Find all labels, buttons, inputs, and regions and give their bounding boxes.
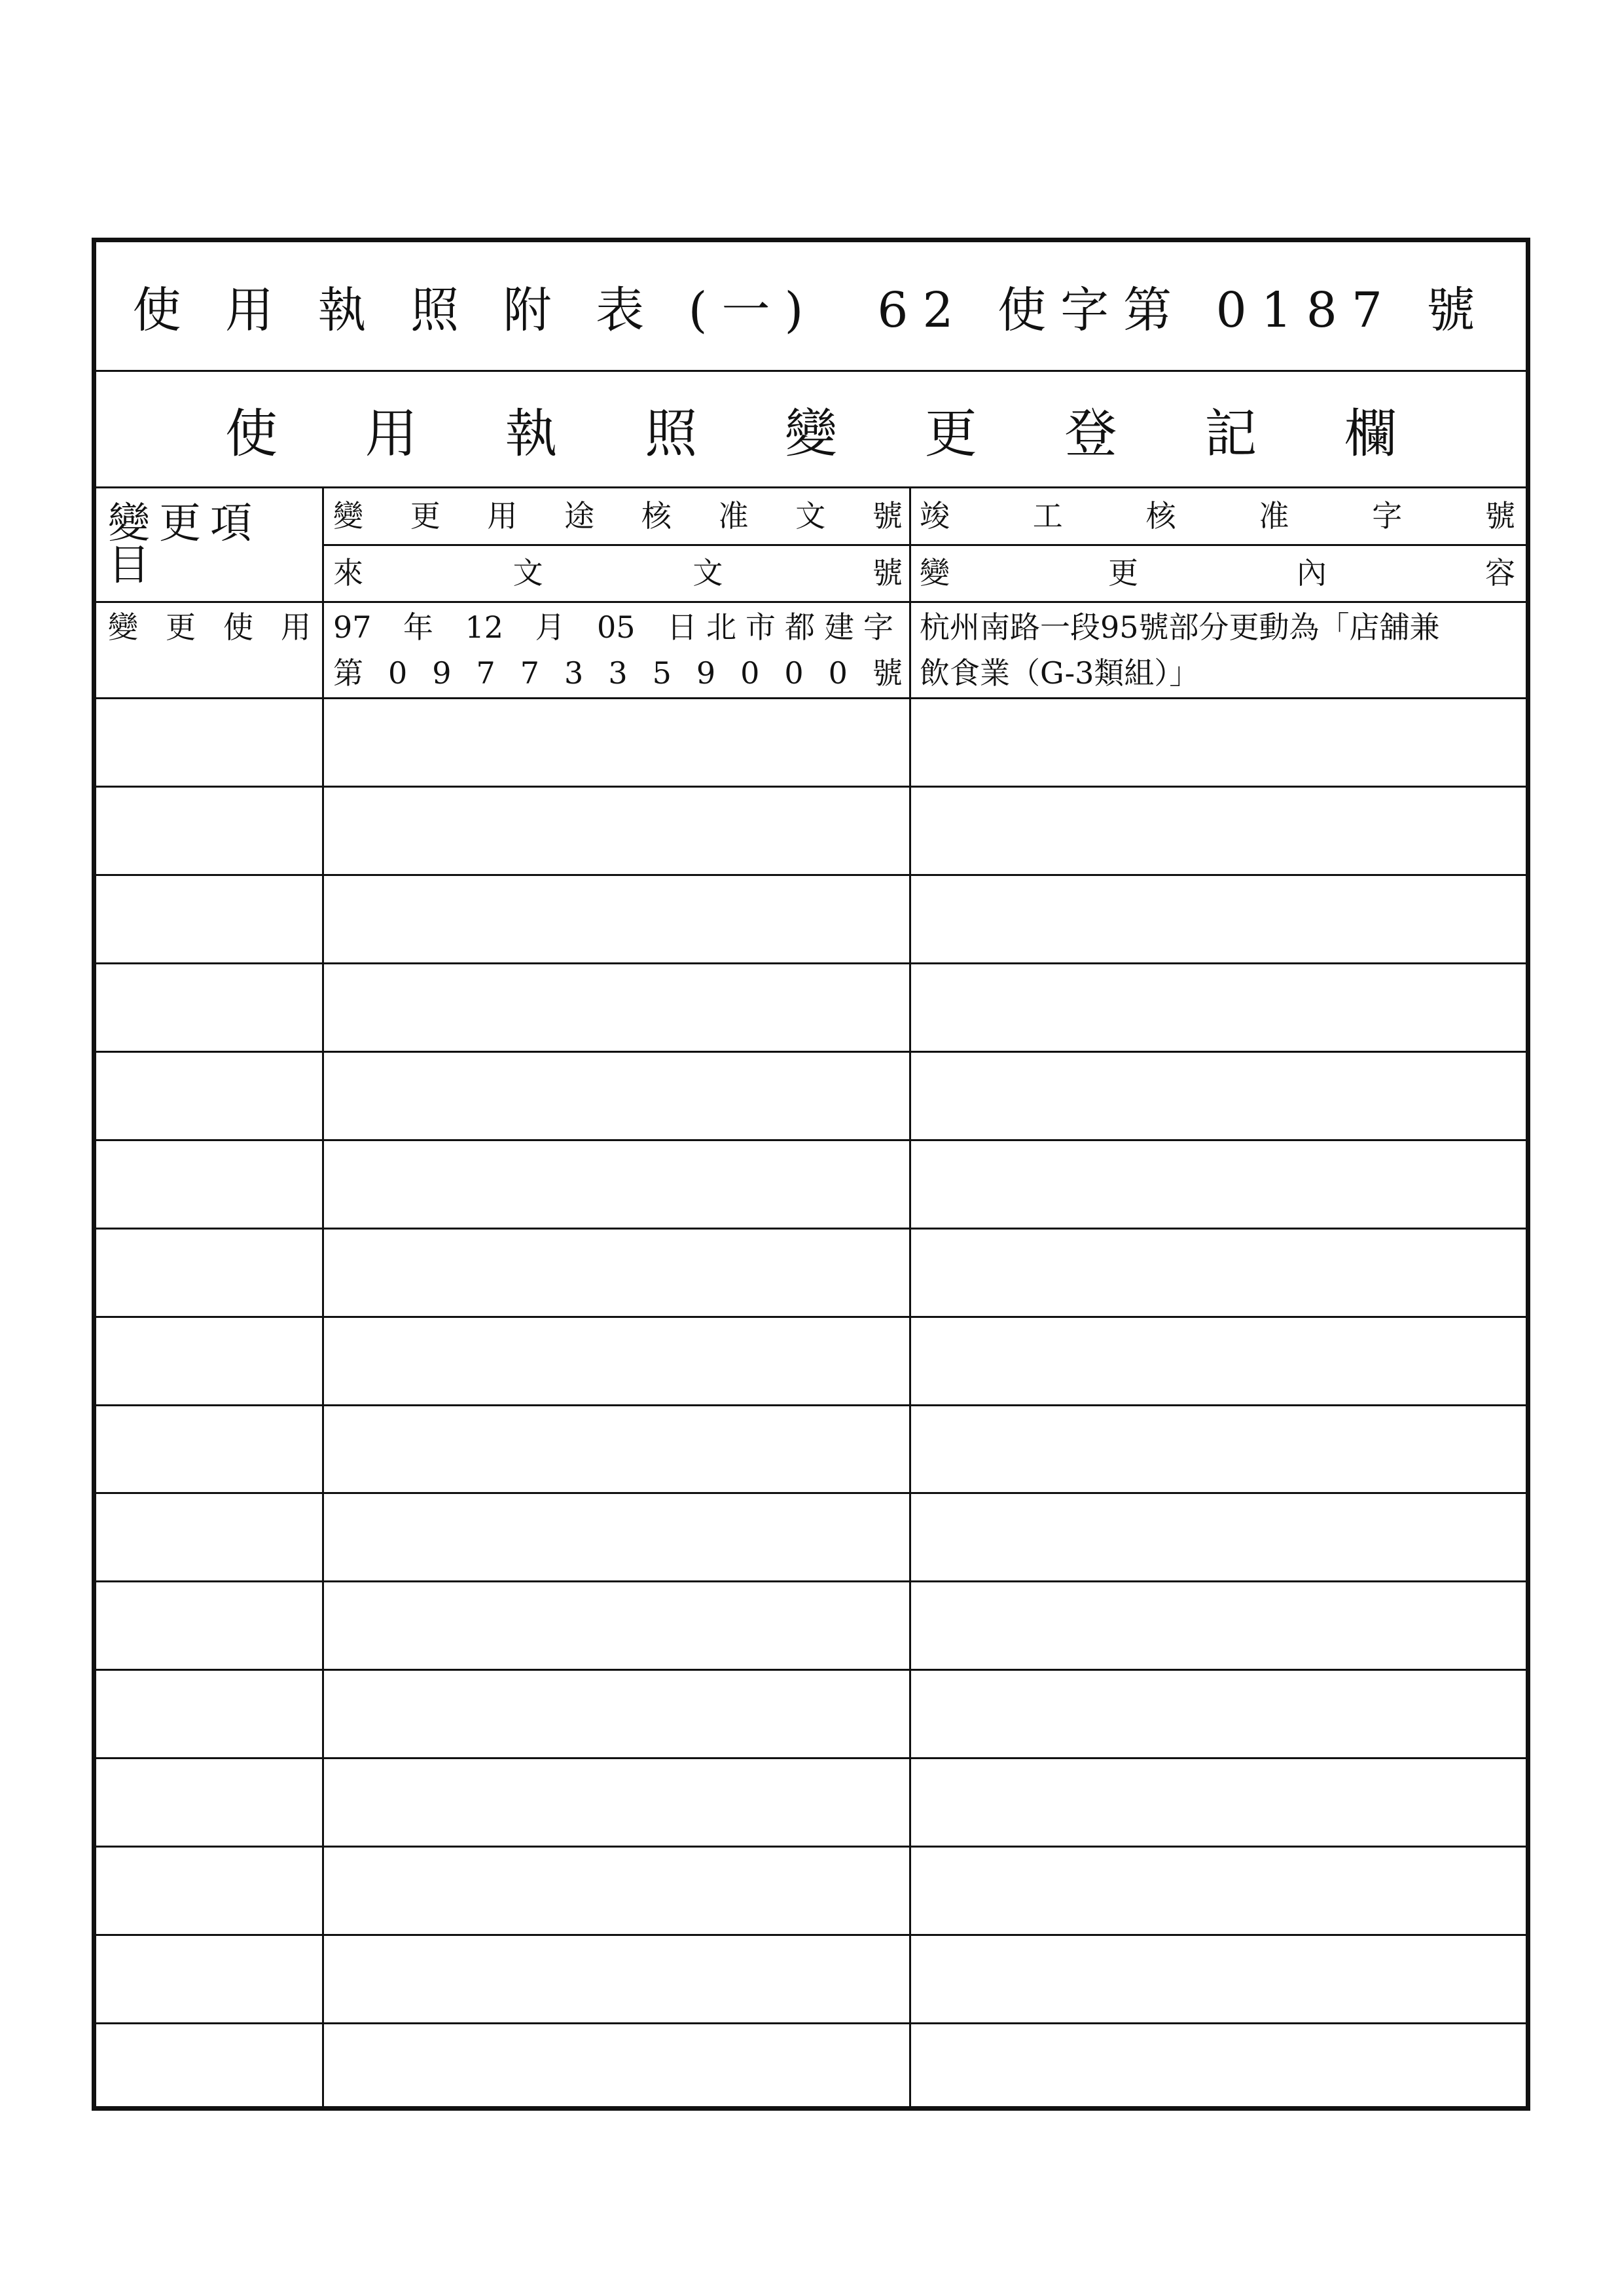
row-doc-line-2 (333, 649, 903, 697)
subtitle-char: 使 (225, 403, 278, 464)
table-row-divider (96, 1051, 1526, 1053)
row-doc-part: 5 (652, 655, 672, 691)
header-char: 來 (333, 555, 363, 591)
row-doc-part: 12 (465, 610, 504, 645)
row-item-char: 用 (281, 610, 311, 645)
row-doc-part: 0 (828, 655, 848, 691)
header-char: 工 (1032, 498, 1063, 534)
column-divider-1 (322, 486, 324, 2106)
row-doc-part: 第 (333, 655, 363, 691)
table-row-divider (96, 1228, 1526, 1230)
title-row (96, 242, 1526, 370)
row-doc-part: 9 (696, 655, 716, 691)
row-content-line-1 (920, 604, 1522, 651)
row-item-char: 更 (166, 610, 196, 645)
document-subtitle (225, 392, 1397, 467)
header-char: 更 (410, 498, 440, 534)
header-char: 准 (718, 498, 749, 534)
table-row-divider (96, 1492, 1526, 1494)
header-char: 號 (872, 555, 903, 591)
header-char: 號 (872, 498, 903, 534)
row-item (108, 604, 311, 651)
table-row-divider (96, 1757, 1526, 1759)
header-completion-label (920, 490, 1515, 542)
table-row-divider (96, 962, 1526, 964)
row-doc-part: 9 (432, 655, 452, 691)
row-doc-part: 年 (403, 610, 434, 645)
column-divider-2 (909, 486, 911, 2106)
subtitle-char: 更 (924, 403, 977, 464)
row-content-text: 飲食業（G-3類組）」 (920, 655, 1200, 691)
header-char: 文 (692, 555, 723, 591)
row-doc-line-1 (333, 604, 903, 651)
subtitle-char: 記 (1204, 403, 1257, 464)
row-item-char: 變 (108, 610, 138, 645)
header-approval-doc-label (333, 490, 903, 542)
row-content-text: 杭州南路一段95號部分更動為「店舖兼 (920, 610, 1440, 645)
row-doc-part: 3 (608, 655, 628, 691)
subtitle-row (96, 372, 1526, 486)
subtitle-char: 用 (365, 403, 418, 464)
table-row-divider (96, 1404, 1526, 1406)
row-doc-part: 3 (564, 655, 584, 691)
header-char: 更 (1108, 555, 1138, 591)
row-item-char: 使 (223, 610, 253, 645)
table-row-divider (96, 1934, 1526, 1936)
subtitle-char: 照 (645, 403, 698, 464)
table-row-divider (96, 1139, 1526, 1141)
subtitle-char: 執 (505, 403, 558, 464)
header-char: 文 (512, 555, 543, 591)
header-char: 竣 (920, 498, 950, 534)
header-item-text: 變更項目 (108, 500, 261, 590)
table-row-divider (96, 1669, 1526, 1671)
header-char: 變 (920, 555, 950, 591)
header-incoming-doc-label (333, 547, 903, 599)
header-char: 文 (795, 498, 826, 534)
row-content-line-2 (920, 649, 1522, 697)
header-item-label (108, 488, 311, 601)
table-row-divider (96, 697, 1526, 699)
header-char: 號 (1484, 498, 1515, 534)
row-doc-part: 月 (535, 610, 566, 645)
row-doc-part: 號 (872, 655, 903, 691)
row-doc-part: 7 (520, 655, 540, 691)
header-char: 變 (333, 498, 363, 534)
subtitle-char: 登 (1064, 403, 1117, 464)
header-char: 核 (641, 498, 672, 534)
table-row-divider (96, 1316, 1526, 1318)
header-char: 途 (564, 498, 595, 534)
row-doc-part: 97 (333, 610, 372, 645)
header-mid-divider (322, 544, 1526, 546)
header-char: 准 (1259, 498, 1289, 534)
table-row-divider (96, 786, 1526, 788)
table-row-divider (96, 2022, 1526, 2024)
row-doc-part: 05 (596, 610, 636, 645)
table-row-divider (96, 1580, 1526, 1582)
subtitle-char: 變 (785, 403, 837, 464)
header-bottom-divider (96, 601, 1526, 603)
header-char: 用 (487, 498, 518, 534)
row-doc-part: 7 (476, 655, 495, 691)
header-char: 容 (1485, 555, 1515, 591)
table-row-divider (96, 874, 1526, 876)
header-change-content-label (920, 547, 1515, 599)
header-char: 內 (1297, 555, 1327, 591)
row-doc-part: 0 (784, 655, 804, 691)
subtitle-char: 欄 (1344, 403, 1397, 464)
table-row-divider (96, 1846, 1526, 1848)
row-doc-part: 0 (387, 655, 408, 691)
license-table-frame (92, 238, 1530, 2111)
row-doc-part: 0 (740, 655, 760, 691)
row-doc-part: 日北市都建字 (666, 610, 903, 645)
header-char: 字 (1372, 498, 1403, 534)
header-char: 核 (1145, 498, 1176, 534)
document-title: 使 用 執 照 附 表 (一) 62 使字第 0187 號 (132, 282, 1490, 338)
